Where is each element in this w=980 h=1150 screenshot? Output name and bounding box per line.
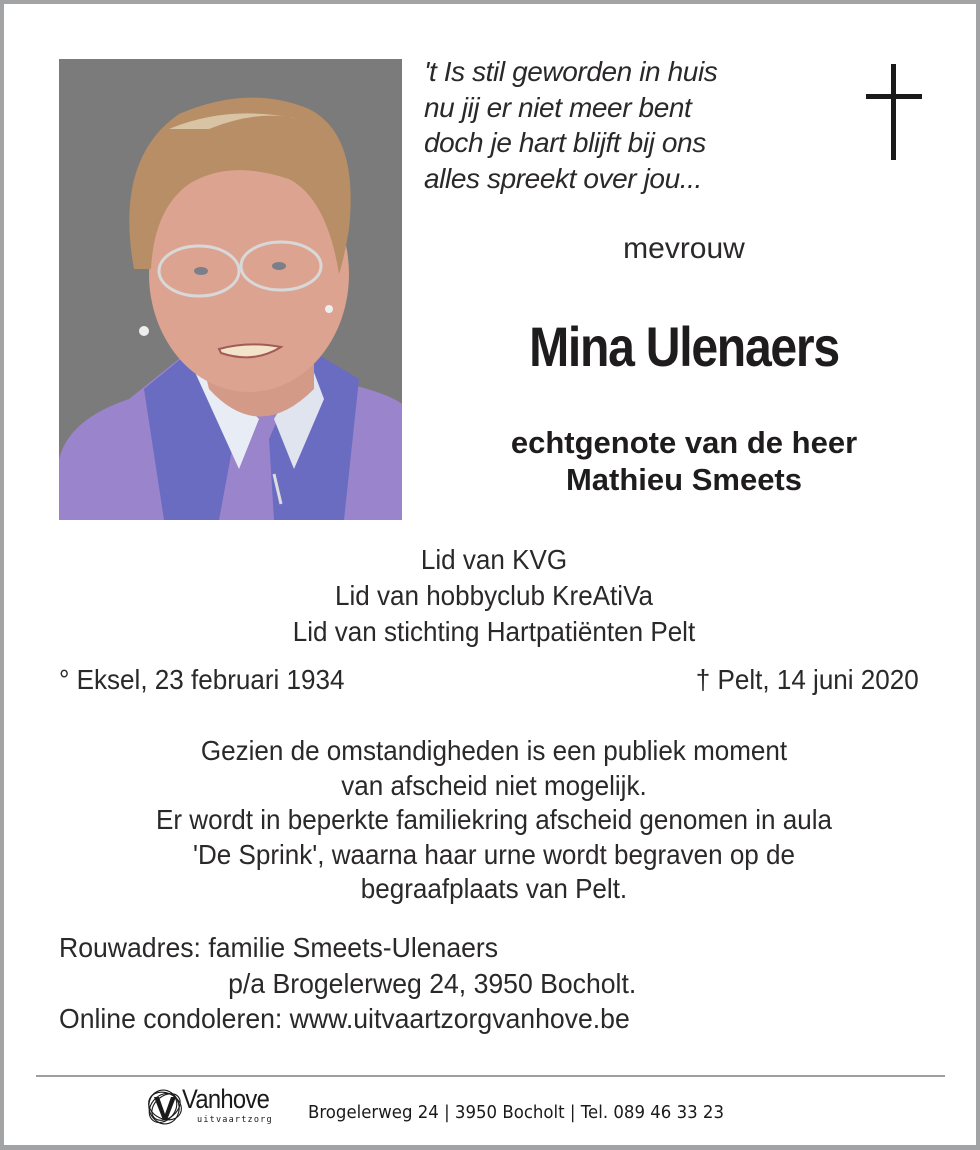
scribble-v-logo-icon	[144, 1086, 186, 1128]
notice-line: van afscheid niet mogelijk.	[341, 769, 647, 801]
poem	[424, 54, 844, 196]
membership-item: Lid van hobbyclub KreAtiVa	[334, 580, 653, 611]
deceased-name: Mina Ulenaers	[529, 315, 839, 378]
title-prefix: mevrouw	[623, 232, 745, 265]
contact-info	[59, 930, 759, 1037]
obituary-card	[4, 4, 976, 1145]
memberships	[76, 542, 913, 650]
notice-line: Er wordt in beperkte familiekring afscheid genomen in aula	[156, 804, 832, 835]
portrait-illustration	[59, 59, 402, 520]
farewell-notice	[76, 734, 913, 907]
death-date: † Pelt, 14 juni 2020	[696, 664, 919, 695]
spouse-name: Mathieu Smeets	[565, 462, 802, 497]
spouse-info	[424, 424, 944, 498]
notice-line: 'De Sprink', waarna haar urne wordt begraven op de	[192, 838, 795, 870]
portrait-photo	[59, 59, 402, 520]
funeral-home-footer	[144, 1084, 864, 1134]
birth-date: ° Eksel, 23 februari 1934	[59, 664, 345, 695]
footer-divider	[36, 1075, 945, 1077]
mourning-address: p/a Brogelerweg 24, 3950 Bocholt.	[228, 967, 637, 999]
vanhove-logo	[144, 1086, 294, 1130]
latin-cross-icon	[866, 64, 922, 160]
poem-line: 't Is stil geworden in huis	[424, 56, 718, 87]
membership-item: Lid van stichting Hartpatiënten Pelt	[292, 616, 696, 647]
poem-line: alles spreekt over jou...	[424, 162, 702, 194]
logo-subtitle: uitvaartzorg	[197, 1115, 273, 1125]
funeral-home-contact: Brogelerweg 24 | 3950 Bocholt | Tel. 089 46 33 23	[308, 1102, 724, 1123]
logo-name: Vanhove	[182, 1084, 270, 1114]
spouse-line: echtgenote van de heer	[510, 425, 858, 460]
poem-line: doch je hart blijft bij ons	[424, 127, 706, 158]
membership-item: Lid van KVG	[420, 544, 568, 575]
online-condolence-link[interactable]: Online condoleren: www.uitvaartzorgvanhove.be	[59, 1003, 630, 1034]
mourning-address-label: Rouwadres: familie Smeets-Ulenaers	[59, 932, 499, 963]
notice-line: Gezien de omstandigheden is een publiek moment	[200, 735, 788, 766]
notice-line: begraafplaats van Pelt.	[360, 873, 628, 904]
poem-line: nu jij er niet meer bent	[424, 91, 692, 123]
